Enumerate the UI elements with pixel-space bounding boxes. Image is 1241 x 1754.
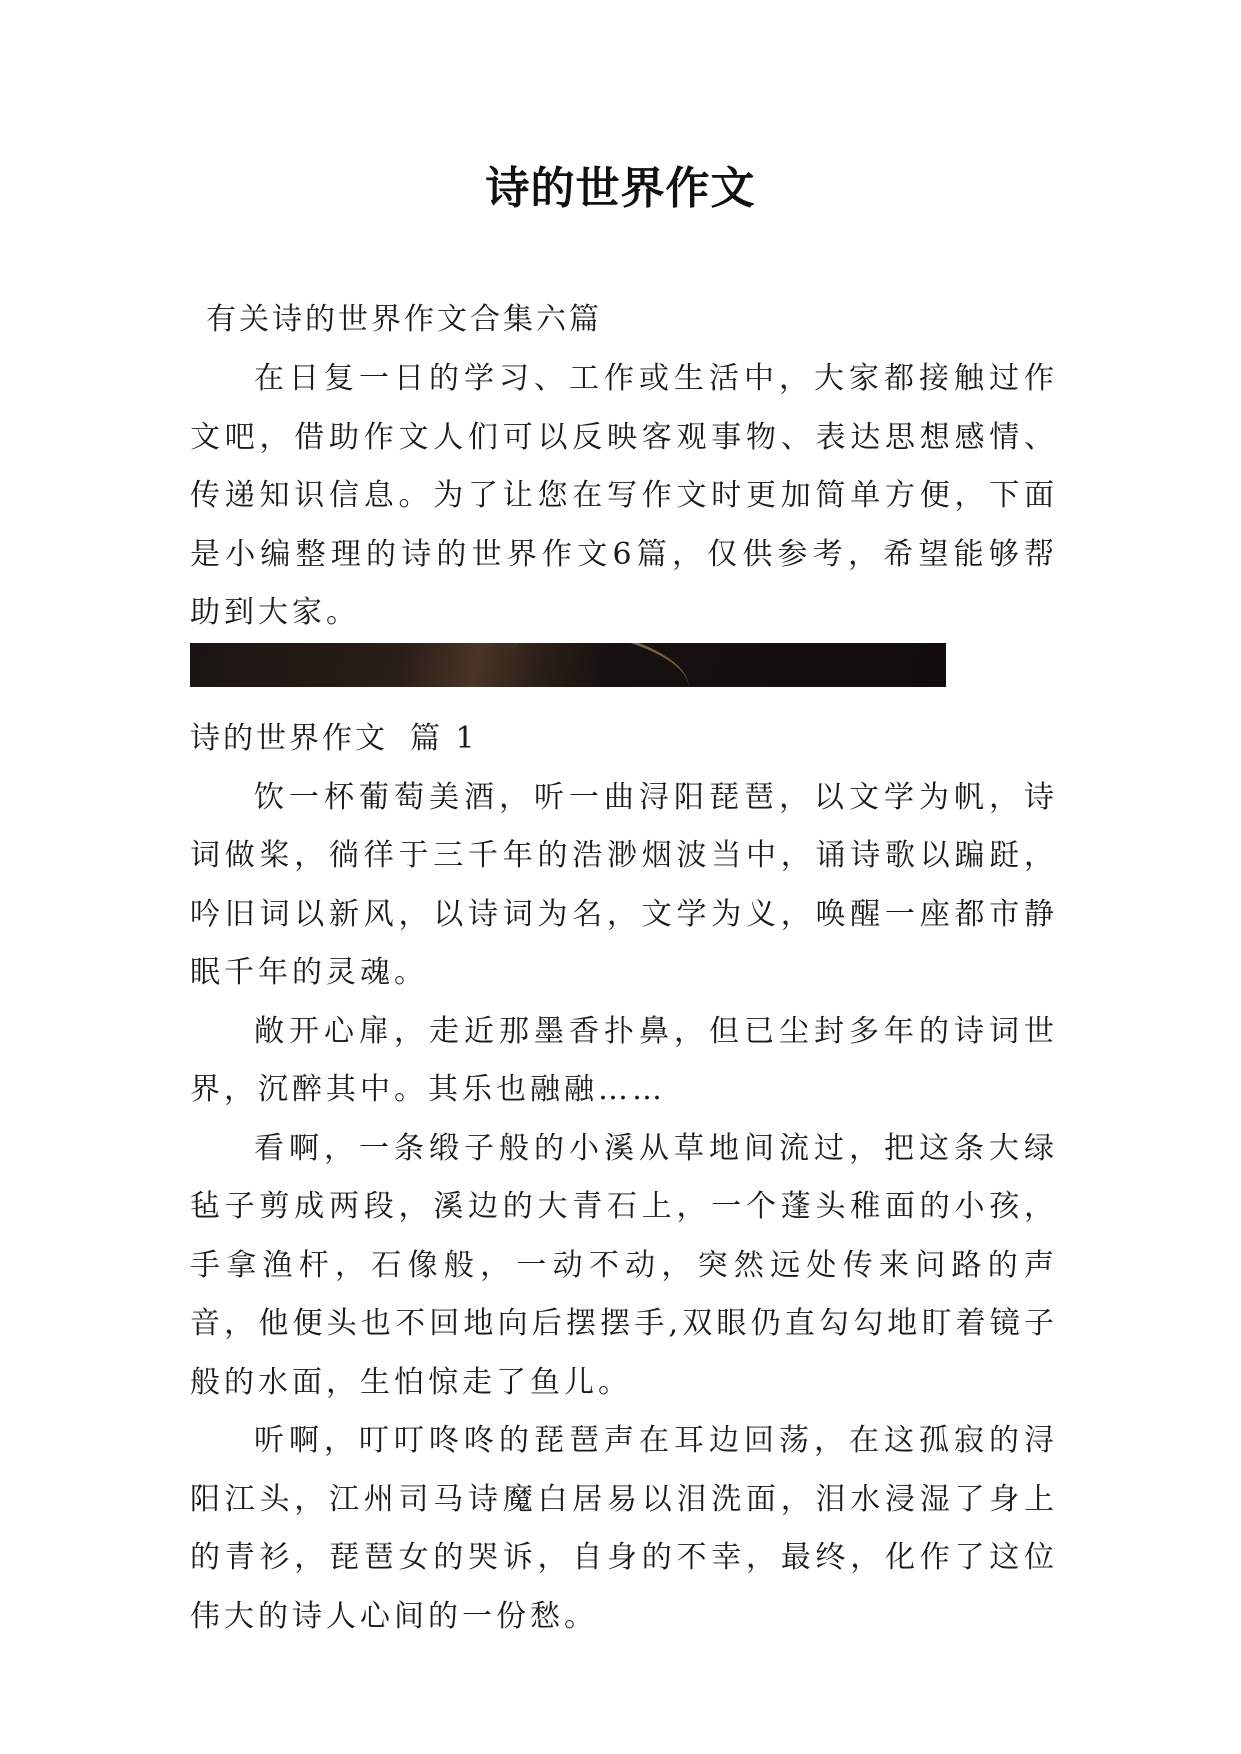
body-paragraph: 听啊，叮叮咚咚的琵琶声在耳边回荡，在这孤寂的浔阳江头，江州司马诗魔白居易以泪洗面，泪水浸湿了身上的青衫，琵琶女的哭诉，自身的不幸，最终，化作了这位伟大的诗人心间的一份愁。 xyxy=(190,1423,1058,1634)
section-heading xyxy=(190,709,1058,769)
section-heading-number: 篇 1 xyxy=(410,720,478,756)
body-paragraph: 敞开心扉，走近那墨香扑鼻，但已尘封多年的诗词世界，沉醉其中。其乐也融融…… xyxy=(190,1013,1058,1107)
document-body xyxy=(190,290,1058,1646)
banner-light-streak xyxy=(504,643,695,687)
document-subtitle: 有关诗的世界作文合集六篇 xyxy=(206,302,602,337)
decorative-banner-image xyxy=(190,643,946,687)
document-title: 诗的世界作文 xyxy=(485,163,756,214)
intro-paragraph: 在日复一日的学习、工作或生活中，大家都接触过作文吧，借助作文人们可以反映客观事物、表达思想感情、传递知识信息。为了让您在写作文时更加简单方便，下面是小编整理的诗的世界作文6篇，仅供参考，希望能够帮助到大家。 xyxy=(190,361,1058,630)
section-heading-title: 诗的世界作文 xyxy=(190,720,388,756)
body-paragraph: 饮一杯葡萄美酒，听一曲浔阳琵琶，以文学为帆，诗词做桨，徜徉于三千年的浩渺烟波当中，诵诗歌以蹁跹，吟旧词以新风，以诗词为名，文学为义，唤醒一座都市静眠千年的灵魂。 xyxy=(190,779,1058,990)
body-paragraph: 看啊，一条缎子般的小溪从草地间流过，把这条大绿毡子剪成两段，溪边的大青石上，一个蓬头稚面的小孩，手拿渔杆，石像般，一动不动，突然远处传来问路的声音，他便头也不回地向后摆摆手,双眼仍直勾勾地盯着镜子般的水面，生怕惊走了鱼儿。 xyxy=(190,1130,1058,1400)
